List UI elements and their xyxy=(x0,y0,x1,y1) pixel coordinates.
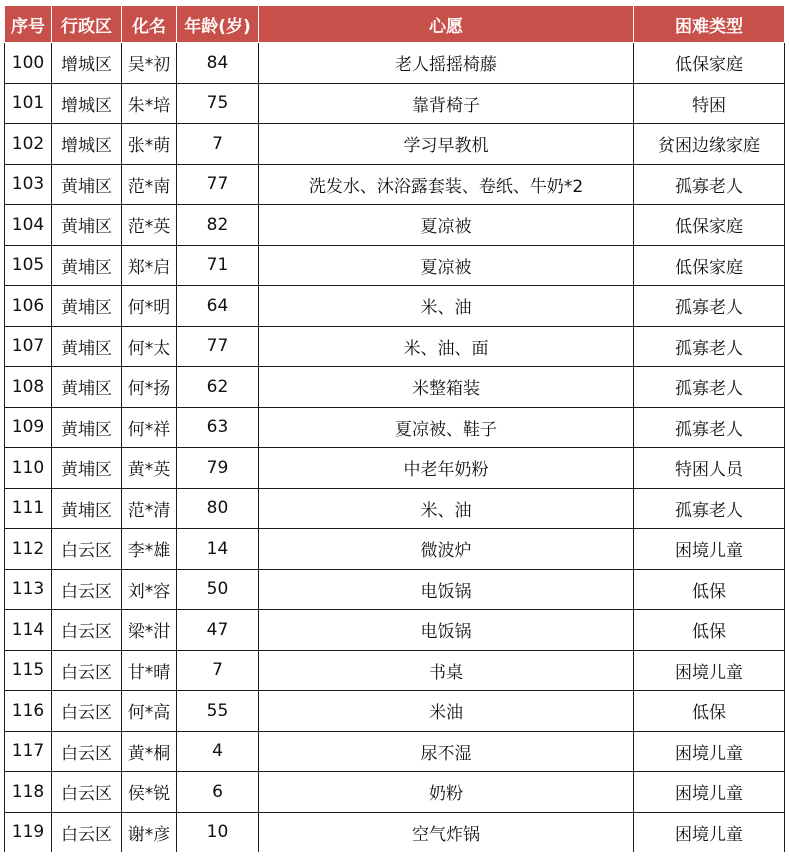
cell-id: 119 xyxy=(5,812,52,852)
table-row xyxy=(5,529,785,570)
cell-hardship-type: 孤寡老人 xyxy=(634,164,785,205)
cell-hardship-type: 困境儿童 xyxy=(634,731,785,772)
cell-alias: 黄*英 xyxy=(122,448,177,489)
cell-id: 113 xyxy=(5,569,52,610)
cell-hardship-type: 低保 xyxy=(634,569,785,610)
cell-age: 84 xyxy=(177,43,259,84)
cell-id: 110 xyxy=(5,448,52,489)
table-row xyxy=(5,164,785,205)
cell-district: 黄埔区 xyxy=(52,286,122,327)
table-row xyxy=(5,731,785,772)
cell-age: 14 xyxy=(177,529,259,570)
table-row xyxy=(5,326,785,367)
table-header-row xyxy=(5,6,785,43)
cell-id: 105 xyxy=(5,245,52,286)
cell-age: 75 xyxy=(177,83,259,124)
cell-hardship-type: 低保 xyxy=(634,610,785,651)
cell-district: 黄埔区 xyxy=(52,245,122,286)
cell-hardship-type: 低保家庭 xyxy=(634,245,785,286)
cell-id: 108 xyxy=(5,367,52,408)
table-row xyxy=(5,569,785,610)
cell-wish: 微波炉 xyxy=(259,529,634,570)
cell-district: 增城区 xyxy=(52,43,122,84)
cell-alias: 吴*初 xyxy=(122,43,177,84)
cell-age: 4 xyxy=(177,731,259,772)
cell-wish: 尿不湿 xyxy=(259,731,634,772)
cell-hardship-type: 孤寡老人 xyxy=(634,326,785,367)
cell-district: 黄埔区 xyxy=(52,205,122,246)
table-row xyxy=(5,650,785,691)
cell-district: 黄埔区 xyxy=(52,367,122,408)
cell-age: 71 xyxy=(177,245,259,286)
cell-alias: 范*南 xyxy=(122,164,177,205)
cell-id: 117 xyxy=(5,731,52,772)
table-row xyxy=(5,245,785,286)
cell-alias: 何*扬 xyxy=(122,367,177,408)
cell-age: 64 xyxy=(177,286,259,327)
cell-id: 102 xyxy=(5,124,52,165)
table-row xyxy=(5,205,785,246)
cell-alias: 何*明 xyxy=(122,286,177,327)
cell-wish: 夏凉被、鞋子 xyxy=(259,407,634,448)
cell-hardship-type: 贫困边缘家庭 xyxy=(634,124,785,165)
cell-id: 109 xyxy=(5,407,52,448)
table-row xyxy=(5,448,785,489)
cell-id: 106 xyxy=(5,286,52,327)
header-id: 序号 xyxy=(5,6,52,43)
cell-alias: 何*太 xyxy=(122,326,177,367)
cell-age: 10 xyxy=(177,812,259,852)
cell-alias: 李*雄 xyxy=(122,529,177,570)
cell-age: 80 xyxy=(177,488,259,529)
cell-district: 黄埔区 xyxy=(52,448,122,489)
cell-age: 50 xyxy=(177,569,259,610)
cell-id: 114 xyxy=(5,610,52,651)
cell-alias: 张*萌 xyxy=(122,124,177,165)
cell-id: 107 xyxy=(5,326,52,367)
cell-alias: 刘*容 xyxy=(122,569,177,610)
cell-district: 黄埔区 xyxy=(52,164,122,205)
cell-wish: 夏凉被 xyxy=(259,245,634,286)
cell-wish: 老人摇摇椅藤 xyxy=(259,43,634,84)
header-district: 行政区 xyxy=(52,6,122,43)
cell-district: 白云区 xyxy=(52,731,122,772)
table-row xyxy=(5,43,785,84)
cell-id: 112 xyxy=(5,529,52,570)
cell-wish: 米、油、面 xyxy=(259,326,634,367)
cell-hardship-type: 低保家庭 xyxy=(634,205,785,246)
cell-hardship-type: 孤寡老人 xyxy=(634,488,785,529)
cell-alias: 范*英 xyxy=(122,205,177,246)
table-row xyxy=(5,691,785,732)
cell-district: 白云区 xyxy=(52,650,122,691)
cell-id: 104 xyxy=(5,205,52,246)
cell-hardship-type: 低保家庭 xyxy=(634,43,785,84)
table-row xyxy=(5,286,785,327)
cell-wish: 中老年奶粉 xyxy=(259,448,634,489)
cell-hardship-type: 困境儿童 xyxy=(634,812,785,852)
cell-district: 黄埔区 xyxy=(52,488,122,529)
cell-age: 6 xyxy=(177,772,259,813)
cell-hardship-type: 困境儿童 xyxy=(634,650,785,691)
header-age: 年龄(岁) xyxy=(177,6,259,43)
cell-district: 白云区 xyxy=(52,772,122,813)
cell-wish: 奶粉 xyxy=(259,772,634,813)
wish-list-sheet xyxy=(4,5,784,852)
cell-id: 116 xyxy=(5,691,52,732)
cell-alias: 甘*晴 xyxy=(122,650,177,691)
cell-alias: 何*高 xyxy=(122,691,177,732)
cell-alias: 谢*彦 xyxy=(122,812,177,852)
cell-id: 103 xyxy=(5,164,52,205)
cell-district: 白云区 xyxy=(52,691,122,732)
cell-age: 62 xyxy=(177,367,259,408)
cell-hardship-type: 特困人员 xyxy=(634,448,785,489)
header-alias: 化名 xyxy=(122,6,177,43)
cell-alias: 黄*桐 xyxy=(122,731,177,772)
table-row xyxy=(5,367,785,408)
cell-district: 增城区 xyxy=(52,124,122,165)
header-wish: 心愿 xyxy=(259,6,634,43)
cell-hardship-type: 孤寡老人 xyxy=(634,286,785,327)
cell-alias: 朱*培 xyxy=(122,83,177,124)
table-row xyxy=(5,772,785,813)
cell-wish: 米、油 xyxy=(259,488,634,529)
cell-wish: 电饭锅 xyxy=(259,569,634,610)
cell-age: 79 xyxy=(177,448,259,489)
table-row xyxy=(5,812,785,852)
table-row xyxy=(5,407,785,448)
cell-wish: 米整箱装 xyxy=(259,367,634,408)
cell-hardship-type: 低保 xyxy=(634,691,785,732)
cell-district: 增城区 xyxy=(52,83,122,124)
cell-district: 黄埔区 xyxy=(52,326,122,367)
cell-district: 白云区 xyxy=(52,610,122,651)
table-row xyxy=(5,124,785,165)
cell-age: 82 xyxy=(177,205,259,246)
cell-wish: 电饭锅 xyxy=(259,610,634,651)
cell-wish: 靠背椅子 xyxy=(259,83,634,124)
table-row xyxy=(5,610,785,651)
cell-hardship-type: 特困 xyxy=(634,83,785,124)
cell-id: 115 xyxy=(5,650,52,691)
cell-wish: 夏凉被 xyxy=(259,205,634,246)
cell-id: 111 xyxy=(5,488,52,529)
cell-wish: 米、油 xyxy=(259,286,634,327)
cell-wish: 洗发水、沐浴露套装、卷纸、牛奶*2 xyxy=(259,164,634,205)
cell-district: 白云区 xyxy=(52,529,122,570)
wish-list-table xyxy=(4,5,785,852)
cell-wish: 空气炸锅 xyxy=(259,812,634,852)
cell-age: 55 xyxy=(177,691,259,732)
cell-district: 白云区 xyxy=(52,569,122,610)
cell-hardship-type: 孤寡老人 xyxy=(634,407,785,448)
cell-age: 77 xyxy=(177,164,259,205)
cell-wish: 米油 xyxy=(259,691,634,732)
cell-district: 黄埔区 xyxy=(52,407,122,448)
cell-id: 100 xyxy=(5,43,52,84)
cell-wish: 书桌 xyxy=(259,650,634,691)
cell-age: 77 xyxy=(177,326,259,367)
table-body xyxy=(5,43,785,853)
cell-age: 7 xyxy=(177,650,259,691)
cell-id: 101 xyxy=(5,83,52,124)
cell-hardship-type: 孤寡老人 xyxy=(634,367,785,408)
cell-age: 47 xyxy=(177,610,259,651)
cell-age: 7 xyxy=(177,124,259,165)
cell-id: 118 xyxy=(5,772,52,813)
cell-alias: 何*祥 xyxy=(122,407,177,448)
cell-hardship-type: 困境儿童 xyxy=(634,529,785,570)
cell-age: 63 xyxy=(177,407,259,448)
cell-wish: 学习早教机 xyxy=(259,124,634,165)
cell-alias: 梁*泔 xyxy=(122,610,177,651)
cell-alias: 范*清 xyxy=(122,488,177,529)
header-hardship-type: 困难类型 xyxy=(634,6,785,43)
cell-alias: 郑*启 xyxy=(122,245,177,286)
cell-hardship-type: 困境儿童 xyxy=(634,772,785,813)
cell-alias: 侯*锐 xyxy=(122,772,177,813)
table-row xyxy=(5,83,785,124)
cell-district: 白云区 xyxy=(52,812,122,852)
table-row xyxy=(5,488,785,529)
